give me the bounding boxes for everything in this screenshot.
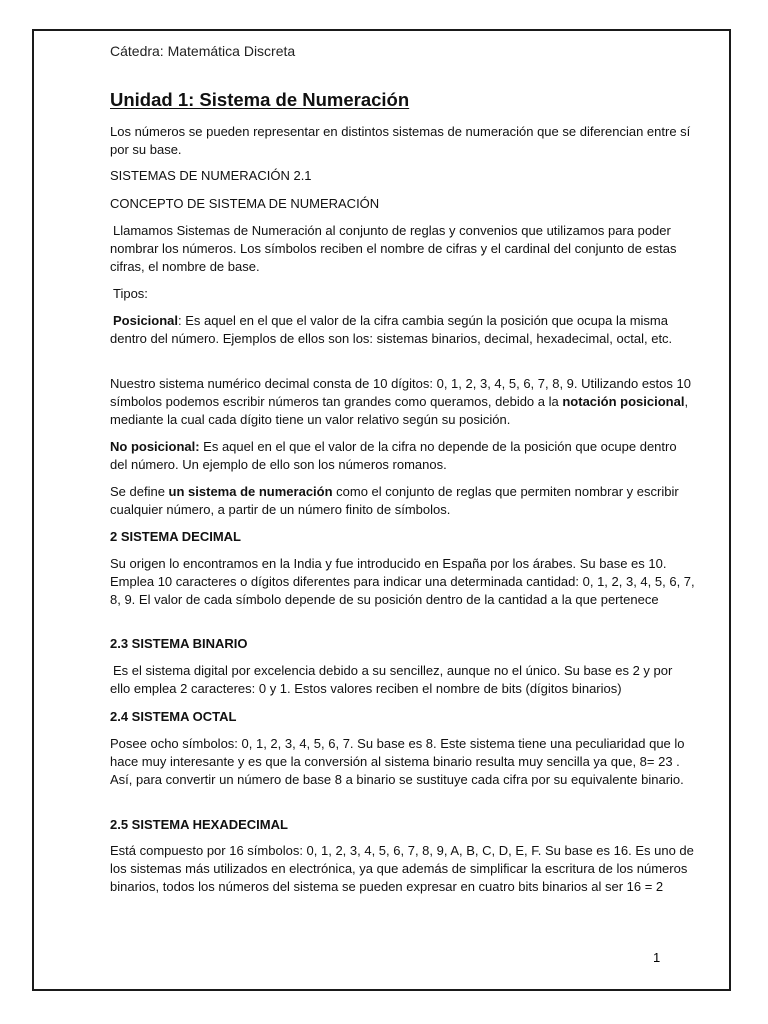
posicional-term: Posicional	[113, 313, 179, 328]
define-text-before: Se define	[110, 484, 169, 499]
binario-paragraph: Es el sistema digital por excelencia debido a su sencillez, aunque no el único. Su base es 2 y por ello emplea 2 caracteres: 0 y 1. Estos valores reciben el nombre de bits (dígitos binarios)	[110, 663, 673, 697]
define-paragraph	[110, 483, 695, 519]
binario-heading: 2.3 SISTEMA BINARIO	[110, 636, 248, 651]
section-heading-sistemas: SISTEMAS DE NUMERACIÓN 2.1	[110, 168, 312, 183]
decimal-heading: 2 SISTEMA DECIMAL	[110, 529, 241, 544]
no-posicional-paragraph	[110, 438, 695, 474]
nuestro-paragraph	[110, 375, 695, 430]
hexadecimal-heading: 2.5 SISTEMA HEXADECIMAL	[110, 817, 288, 832]
octal-heading: 2.4 SISTEMA OCTAL	[110, 709, 237, 724]
nuestro-text-before: Nuestro sistema numérico decimal consta de 10 dígitos: 0, 1, 2, 3, 4, 5, 6, 7, 8, 9. Utilizando estos 10 símbolos podemos escribir números tan grandes como queramos, debido a la	[110, 376, 691, 410]
intro-paragraph: Los números se pueden representar en distintos sistemas de numeración que se diferencian entre sí por su base.	[110, 124, 691, 158]
octal-paragraph: Posee ocho símbolos: 0, 1, 2, 3, 4, 5, 6, 7. Su base es 8. Este sistema tiene una peculiaridad que lo hace muy interesante y es que la conversión al sistema binario resulta muy sencilla ya que, 8= 23 . Así, para convertir un número de base 8 a binario se sustituye cada cifra por su equivalente binario.	[110, 736, 685, 788]
document-page	[32, 29, 731, 991]
notacion-posicional-term: notación posicional	[562, 394, 685, 410]
no-posicional-term: No posicional:	[110, 439, 200, 454]
course-header: Cátedra: Matemática Discreta	[110, 43, 296, 59]
nuestro-text-after: , mediante la cual cada dígito tiene un valor relativo según su posición.	[110, 394, 689, 428]
define-text-after: como el conjunto de reglas que permiten nombrar y escribir cualquier número, a partir de un número finito de símbolos.	[110, 484, 679, 518]
decimal-paragraph: Su origen lo encontramos en la India y fue introducido en España por los árabes. Su base es 10. Emplea 10 caracteres o dígitos diferentes para indicar una determinada cantidad: 0, 1, 2, 3, 4, 5, 6, 7, 8, 9. El valor de cada símbolo depende de su posición dentro de la cantidad a la que pertenece	[110, 556, 695, 608]
unit-title: Unidad 1: Sistema de Numeración	[110, 89, 410, 110]
section-heading-concepto: CONCEPTO DE SISTEMA DE NUMERACIÓN	[110, 196, 380, 211]
posicional-paragraph	[110, 312, 695, 348]
tipos-label: Tipos:	[113, 286, 148, 301]
page-number: 1	[653, 950, 661, 965]
hexadecimal-paragraph: Está compuesto por 16 símbolos: 0, 1, 2, 3, 4, 5, 6, 7, 8, 9, A, B, C, D, E, F. Su base es 16. Es uno de los sistemas más utilizados en electrónica, ya que además de simplificar la escritura de los números binarios, todos los números del sistema se pueden expresar en cuatro bits binarios al ser 16 = 2	[110, 843, 694, 895]
sistema-numeracion-term: un sistema de numeración	[168, 484, 333, 499]
llamamos-paragraph: Llamamos Sistemas de Numeración al conjunto de reglas y convenios que utilizamos para poder nombrar los números. Los símbolos reciben el nombre de cifras y el cardinal del conjunto de estas cifras, el nombre de base.	[110, 223, 677, 275]
posicional-text: : Es aquel en el que el valor de la cifra cambia según la posición que ocupa la misma dentro del número. Ejemplos de ellos son los: sistemas binarios, decimal, hexadecimal, octal, etc.	[110, 313, 673, 347]
no-posicional-text: Es aquel en el que el valor de la cifra no depende de la posición que ocupe dentro del número. Un ejemplo de ello son los números romanos.	[110, 439, 677, 473]
